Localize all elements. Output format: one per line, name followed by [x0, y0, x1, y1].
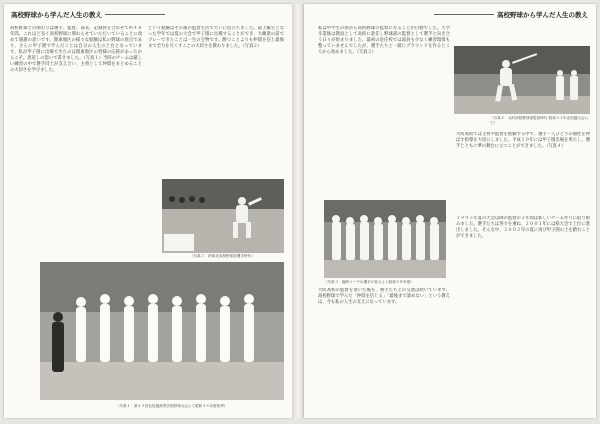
- photo-team-lineup: [40, 262, 284, 400]
- caption-4: （写真４：大町高校野球部監督時代 昭和５１年北信越大会にて）: [490, 116, 589, 125]
- pitcher-scene: [162, 179, 284, 253]
- book-gutter: [292, 4, 304, 418]
- right-text-column-4: 大町高校の監督を退いた後も、選手たちとの交流は続いています。高校野球で学んだ「仲間を信じる」「最後まで諦めない」という教えは、今も私の人生の支えになっています。: [318, 288, 450, 305]
- team-lineup-scene: [40, 262, 284, 400]
- caption-2: （写真２：伊那北高校野球部選手時代）: [190, 254, 255, 258]
- caption-3: （写真３：臨時コーチの選手の皆さんと昭和５８年頃）: [324, 280, 414, 284]
- left-page-header: [11, 10, 165, 19]
- photo-pitcher: [162, 179, 284, 253]
- right-page-header: [434, 10, 588, 19]
- caption-1: （写真１：第４５回北信越高等学校野球大会にて昭和５６年度秋季）: [116, 404, 228, 408]
- left-text-column-2: という経験はその後の監督生活で大いに役立ちました。最上級生となった学年では夏の大会で甲子園に出場することができ、大観衆の前でプレーできたことは一生の宝物です。勝つことよりも仲間を信じ最後まで全力を尽くすことの大切さを教わりました。（写真２）: [148, 26, 284, 49]
- right-page-title: 高校野球から学んだ人生の教え: [497, 11, 588, 19]
- left-page-title: 高校野球から学んだ人生の教え: [11, 11, 102, 19]
- right-text-column-3: １９９５年夏の大会以降の監督の３年間は新しいチーム作りに取り組みました。選手たちは努力を重ね、２００１年には県大会で上位に進出しました。そんな中、２００２年の夏に再び甲子園の土を踏むことができました。: [456, 216, 590, 239]
- photo-team-coach: [324, 200, 446, 278]
- photo-batter: [454, 46, 590, 114]
- left-text-column-1: 高校野球との関わりは選手、監督、部長、記録員を合わせて約４８年間。これほど長く高校野球に関わらせていただいていることに改めて感謝の思いです。開東地区の様々な経験は私の野球の原点であり、さらに甲子園で学んだことは自分の人生の土台となっています。私が甲子園に出場できたのは開東地区の皆様の応援があったからこそ。恩返しの思いで書きました。（写真１）当時のチームは厳しい練習の中で選手同士が支え合い、主将として仲間をまとめることの大切さを学びました。: [10, 26, 142, 73]
- team-coach-scene: [324, 200, 446, 278]
- header-rule: [105, 14, 165, 15]
- header-rule: [434, 14, 494, 15]
- left-page: [4, 4, 292, 418]
- right-text-column-1: 私は中学生の頃から高校野球の監督になることが目標でした。大学卒業後は教員として高校に赴任し野球部の監督として選手と向き合う日々が始まりました。最初の赴任校では部員も少なく練習環境も整っていませんでしたが、選手たちと一緒にグラウンドを作るところから始めました。（写真３）: [318, 26, 450, 55]
- right-text-column-2: 大町高校では主将や監督を経験する中で、選手一人ひとりの個性を伸ばす指導を大切にしました。平成１０年には甲子園出場を果たし、選手とともに夢の舞台に立つことができました。（写真４）: [456, 132, 590, 149]
- batter-scene: [454, 46, 590, 114]
- right-page: [304, 4, 596, 418]
